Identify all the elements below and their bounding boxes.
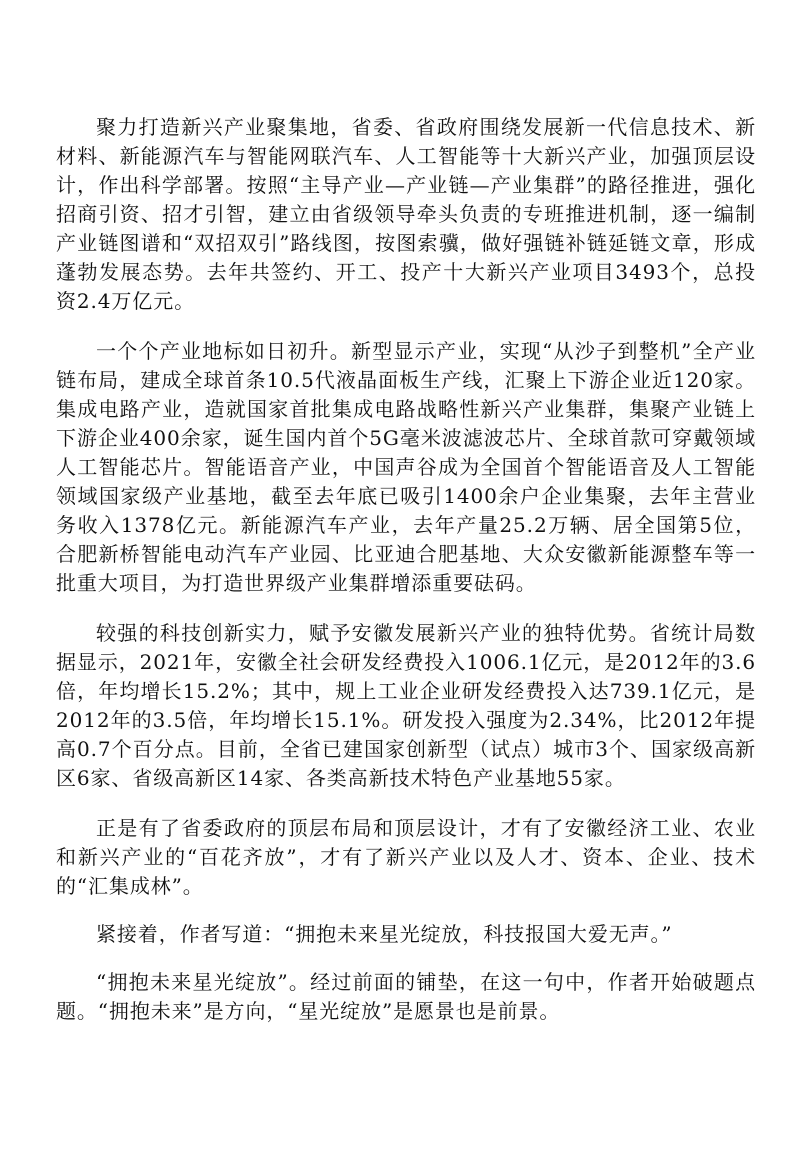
paragraph-3: 较强的科技创新实力，赋予安徽发展新兴产业的独特优势。省统计局数据显示，2021年，安徽全社会研发经费投入1006.1亿元，是2012年的3.6倍，年均增长15.2%；其中，规上工业企业研发经费投入达739.1亿元，是2012年的3.5倍，年均增长15.1%。研发投入强度为2.34%，比2012年提高0.7个百分点。目前，全省已建国家创新型（试点）城市3个、国家级高新区6家、省级高新区14家、各类高新技术特色产业基地55家。	[56, 621, 756, 790]
paragraph-6: “拥抱未来星光绽放”。经过前面的铺垫，在这一句中，作者开始破题点题。“拥抱未来”是方向，“星光绽放”是愿景也是前景。	[56, 970, 756, 1023]
paragraph-1: 聚力打造新兴产业聚集地，省委、省政府围绕发展新一代信息技术、新材料、新能源汽车与智能网联汽车、人工智能等十大新兴产业，加强顶层设计，作出科学部署。按照“主导产业—产业链—产业集群”的路径推进，强化招商引资、招才引智，建立由省级领导牵头负责的专班推进机制，逐一编制产业链图谱和“双招双引”路线图，按图索骥，做好强链补链延链文章，形成蓬勃发展态势。去年共签约、开工、投产十大新兴产业项目3493个，总投资2.4万亿元。	[56, 115, 756, 313]
article-body	[56, 113, 756, 1047]
paragraph-2: 一个个产业地标如日初升。新型显示产业，实现“从沙子到整机”全产业链布局，建成全球首条10.5代液晶面板生产线，汇聚上下游企业近120家。集成电路产业，造就国家首批集成电路战略性新兴产业集群，集聚产业链上下游企业400余家，诞生国内首个5G毫米波滤波芯片、全球首款可穿戴领域人工智能芯片。智能语音产业，中国声谷成为全国首个智能语音及人工智能领域国家级产业基地，截至去年底已吸引1400余户企业集聚，去年主营业务收入1378亿元。新能源汽车产业，去年产量25.2万辆、居全国第5位，合肥新桥智能电动汽车产业园、比亚迪合肥基地、大众安徽新能源整车等一批重大项目，为打造世界级产业集群增添重要砝码。	[56, 339, 756, 595]
paragraph-4: 正是有了省委政府的顶层布局和顶层设计，才有了安徽经济工业、农业和新兴产业的“百花齐放”，才有了新兴产业以及人才、资本、企业、技术的“汇集成林”。	[56, 816, 756, 898]
paragraph-5: 紧接着，作者写道：“拥抱未来星光绽放，科技报国大爱无声。”	[96, 922, 673, 946]
